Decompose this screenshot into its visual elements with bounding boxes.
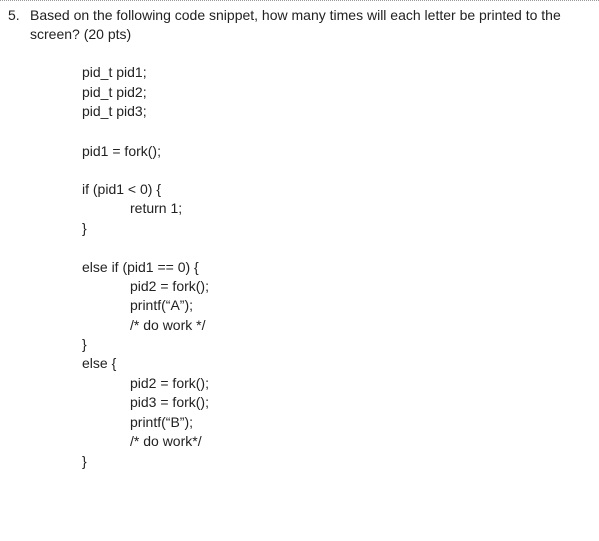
question-number: 5. (8, 7, 20, 23)
code-line: printf(“B”); (130, 414, 193, 430)
question-block (8, 6, 593, 44)
code-line: return 1; (130, 200, 183, 216)
code-line: pid_t pid2; (82, 84, 147, 100)
question-text: Based on the following code snippet, how many times will each letter be printed to the screen? (20 pts) (30, 7, 561, 42)
code-line: if (pid1 < 0) { (82, 181, 161, 197)
code-line: pid1 = fork(); (82, 143, 161, 159)
top-divider (0, 0, 599, 1)
code-line: pid3 = fork(); (130, 394, 209, 410)
code-line: printf(“A”); (130, 297, 193, 313)
code-line: pid2 = fork(); (130, 375, 209, 391)
code-line: } (82, 336, 87, 352)
code-line: pid_t pid1; (82, 64, 147, 80)
code-line: else if (pid1 == 0) { (82, 259, 199, 275)
code-line: } (82, 453, 87, 469)
code-line: /* do work*/ (130, 433, 202, 449)
code-line: pid2 = fork(); (130, 278, 209, 294)
code-line: pid_t pid3; (82, 103, 147, 119)
code-line: else { (82, 355, 117, 371)
code-line: /* do work */ (130, 317, 206, 333)
code-line: } (82, 220, 87, 236)
